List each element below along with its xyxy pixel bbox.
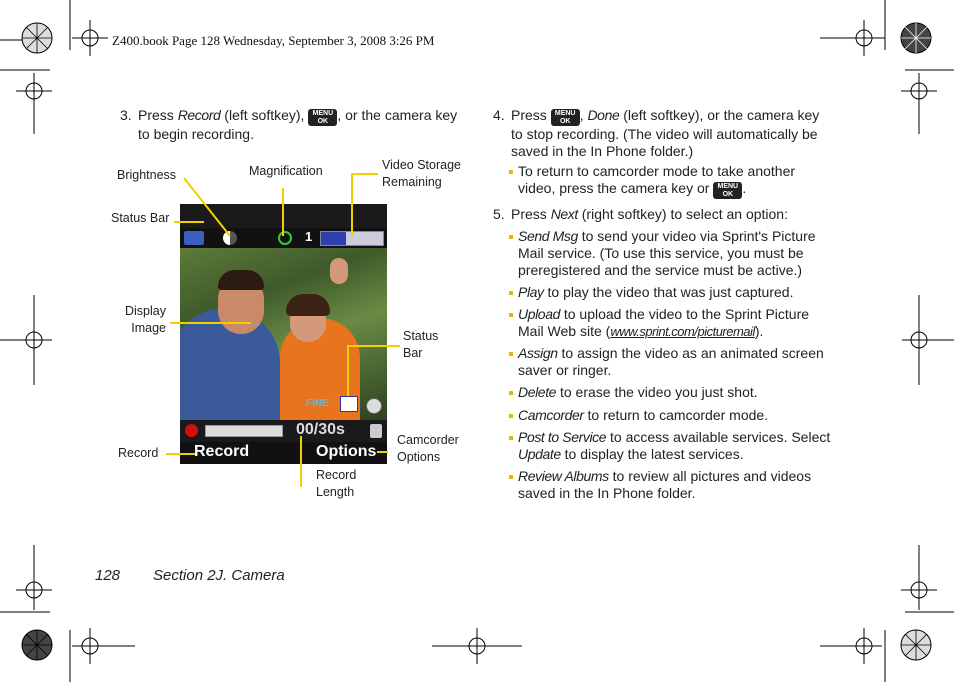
label-status-bar: Status Bar [111,211,170,225]
status-bar: 1 [180,228,387,248]
picturemail-link[interactable]: www.sprint.com/picturemail [610,324,755,339]
option-send-msg: Send Msg to send your video via Sprint's Picture Mail service. (To use this service, you must be preregistered and the service must be active.) [509,228,848,279]
record-length: 00/30s [296,421,345,438]
label-brightness: Brightness [117,168,177,182]
menu-ok-key-icon: MENU OK [308,109,337,126]
section-title: Section 2J. Camera [153,567,285,584]
option-delete: Delete to erase the video you just shot. [509,384,848,401]
menu-ok-key-icon: MENU OK [551,109,580,126]
step-number: 3. [120,107,132,123]
label-status-bar-right: Status Bar [403,329,439,360]
step-4-bullet: To return to camcorder mode to take another video, press the camera key or MENU OK . [509,163,848,199]
option-play: Play to play the video that was just captured. [509,284,848,301]
page-number: 128 [95,567,121,584]
option-upload: Upload to upload the video to the Sprint Picture Mail Web site (www.sprint.com/picturemail). [509,306,848,340]
step-4: 4. Press MENU OK , Done (left softkey), or the camera key to stop recording. (The video will automatically be saved in the In Phone folder.) [493,107,820,159]
label-camcorder-options: Camcorder Options [397,433,459,464]
menu-ok-key-icon: MENU OK [713,182,742,199]
step-3: 3. Press Record (left softkey), MENU OK , or the camera key to begin recording. [120,107,458,142]
option-post-to-service: Post to Service to access available services. Select Update to display the latest services. [509,429,848,463]
step-5: 5. Press Next (right softkey) to select an option: [493,206,788,222]
softkey-record[interactable]: Record [194,443,250,460]
label-display-image: Display Image [125,304,166,335]
label-record-length: Record Length [316,468,357,499]
label-magnification: Magnification [249,164,323,178]
option-review-albums: Review Albums to review all pictures and videos saved in the In Phone folder. [509,468,848,502]
print-header: Z400.book Page 128 Wednesday, September 3, 2008 3:26 PM [112,33,435,48]
softkey-options[interactable]: Options [316,443,377,460]
display-image: FINE [180,248,387,420]
option-assign: Assign to assign the video as an animated screen saver or ringer. [509,345,848,379]
option-camcorder: Camcorder to return to camcorder mode. [509,407,848,424]
label-video-storage: Video Storage Remaining [382,158,461,189]
label-record: Record [118,446,159,460]
